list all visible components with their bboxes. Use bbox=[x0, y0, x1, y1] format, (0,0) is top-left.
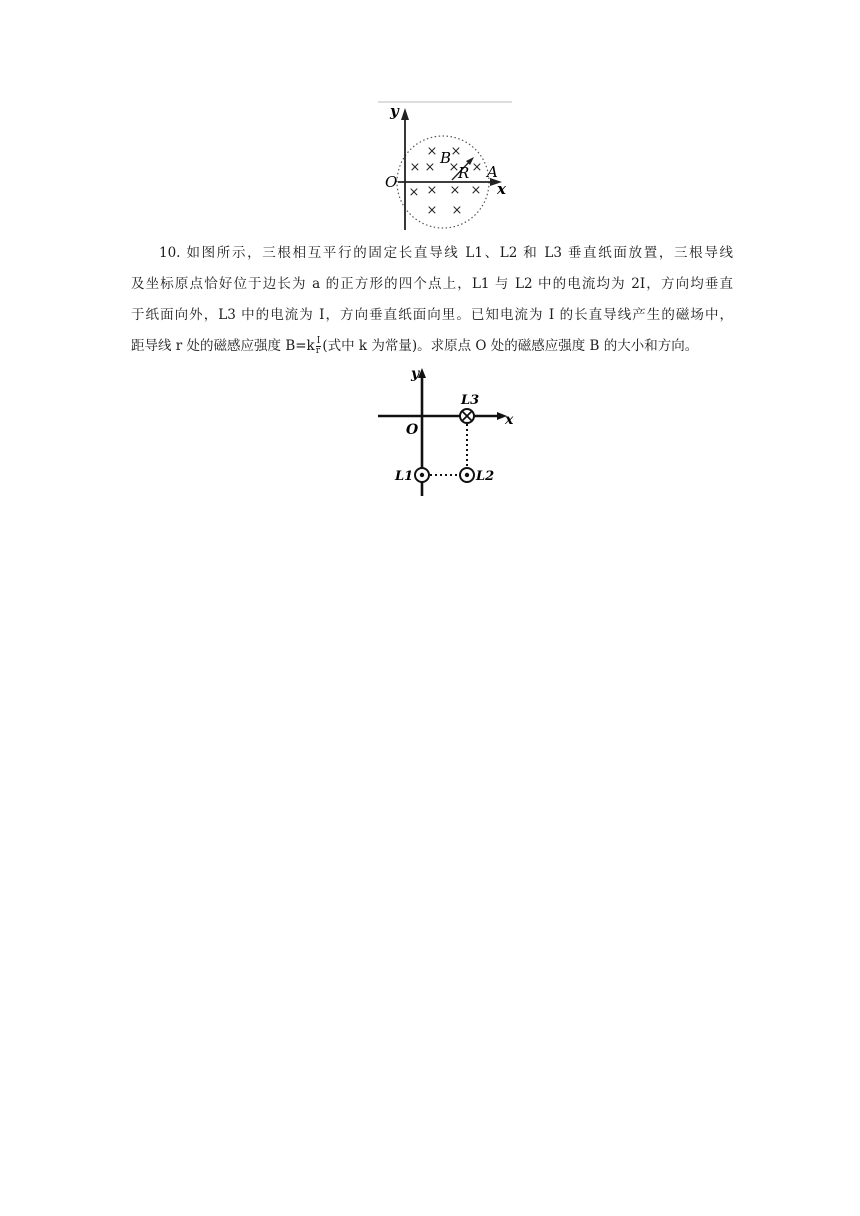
y-axis-label: y bbox=[411, 366, 420, 382]
wire-L3-into-page-icon bbox=[460, 409, 474, 423]
svg-text:×: × bbox=[448, 160, 460, 175]
problem-number: 10. bbox=[159, 245, 181, 261]
svg-text:×: × bbox=[450, 144, 462, 159]
svg-text:×: × bbox=[424, 160, 436, 175]
fraction-numerator: I bbox=[316, 336, 321, 346]
problem-10-text bbox=[131, 238, 733, 362]
problem-line-2: 及坐标原点恰好位于边长为 a 的正方形的四个点上，L1 与 L2 中的电流均为 2I，方向均垂直 bbox=[131, 276, 733, 292]
y-axis-arrow bbox=[401, 108, 409, 120]
fraction-denominator: r bbox=[315, 346, 321, 356]
y-axis-arrow bbox=[418, 368, 426, 378]
label-L2: L2 bbox=[476, 469, 495, 484]
problem-line-4 bbox=[131, 331, 733, 362]
label-L1: L1 bbox=[395, 469, 414, 484]
field-label-B: B bbox=[440, 149, 452, 167]
problem-line-1 bbox=[131, 238, 733, 269]
svg-text:×: × bbox=[470, 183, 482, 198]
formula-suffix: (式中 k 为常量)。求原点 O 处的磁感应强度 B 的大小和方向。 bbox=[322, 338, 699, 354]
formula-prefix: 距导线 r 处的磁感应强度 B=k bbox=[131, 338, 315, 354]
figure-circular-field bbox=[370, 100, 516, 234]
origin-label: O bbox=[385, 173, 398, 191]
wire-L1-out-of-page-icon bbox=[415, 468, 429, 482]
x-axis-label: x bbox=[505, 412, 514, 428]
origin-label: O bbox=[406, 422, 419, 438]
figure-three-wires bbox=[375, 364, 517, 502]
fraction-I-over-r bbox=[316, 337, 322, 356]
problem-line-1-text: 如图所示，三根相互平行的固定长直导线 L1、L2 和 L3 垂直纸面放置，三根导线 bbox=[186, 245, 734, 261]
y-axis-label: y bbox=[390, 102, 399, 120]
svg-text:×: × bbox=[426, 203, 438, 218]
svg-text:×: × bbox=[409, 160, 421, 175]
label-L3: L3 bbox=[461, 393, 480, 408]
svg-text:×: × bbox=[426, 144, 438, 159]
wire-L2-out-of-page-icon bbox=[460, 468, 474, 482]
svg-text:×: × bbox=[408, 185, 420, 200]
svg-text:×: × bbox=[449, 183, 461, 198]
svg-text:×: × bbox=[471, 160, 483, 175]
radius-label-R: R bbox=[458, 164, 470, 182]
svg-text:×: × bbox=[426, 183, 438, 198]
svg-text:×: × bbox=[451, 203, 463, 218]
problem-line-3: 于纸面向外，L3 中的电流为 I，方向垂直纸面向里。已知电流为 I 的长直导线产生的磁场中， bbox=[131, 307, 733, 323]
x-axis-label: x bbox=[497, 180, 506, 198]
point-label-A: A bbox=[487, 163, 498, 181]
